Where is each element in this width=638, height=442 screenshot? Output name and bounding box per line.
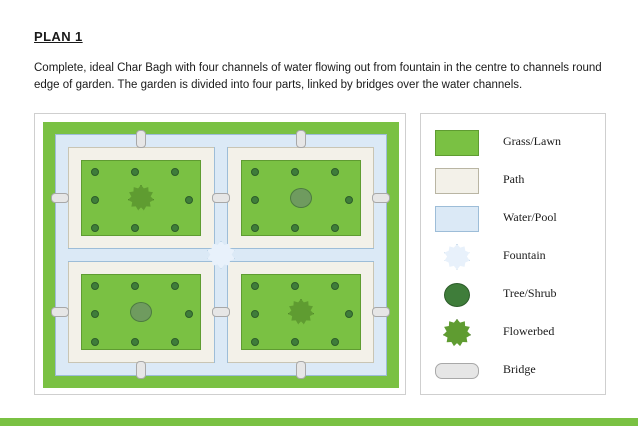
fountain-swatch-icon <box>444 244 470 270</box>
tree-icon <box>185 196 193 204</box>
footer-accent-bar <box>0 418 638 426</box>
bridge-icon <box>296 130 306 148</box>
legend-item-flowerbed <box>435 318 595 352</box>
legend-item-fountain <box>435 242 595 276</box>
tree-swatch-icon <box>444 283 470 307</box>
tree-icon <box>291 338 299 346</box>
shrub-icon <box>130 302 152 322</box>
tree-icon <box>251 338 259 346</box>
tree-icon <box>331 168 339 176</box>
tree-icon <box>291 168 299 176</box>
legend-label: Bridge <box>503 362 536 376</box>
tree-icon <box>91 224 99 232</box>
tree-icon <box>251 310 259 318</box>
tree-icon <box>131 224 139 232</box>
tree-icon <box>91 310 99 318</box>
tree-icon <box>331 338 339 346</box>
legend-label: Water/Pool <box>503 210 557 224</box>
water-swatch-icon <box>435 206 479 232</box>
tree-icon <box>171 168 179 176</box>
tree-icon <box>345 196 353 204</box>
legend-item-path <box>435 166 595 200</box>
tree-icon <box>131 338 139 346</box>
page-title: PLAN 1 <box>34 29 83 44</box>
tree-icon <box>91 282 99 290</box>
plan-description: Complete, ideal Char Bagh with four channels of water flowing out from fountain in the centre to channels round edge of garden. The garden is divided into four parts, linked by bridges over the water channels. <box>34 62 602 91</box>
tree-icon <box>91 168 99 176</box>
tree-icon <box>171 338 179 346</box>
tree-icon <box>91 196 99 204</box>
tree-icon <box>251 196 259 204</box>
bridge-icon <box>212 193 230 203</box>
grass-swatch-icon <box>435 130 479 156</box>
legend-label: Fountain <box>503 248 546 262</box>
bridge-icon <box>296 361 306 379</box>
flowerbed-swatch-icon <box>443 319 471 347</box>
legend-item-grass <box>435 128 595 162</box>
tree-icon <box>185 310 193 318</box>
bridge-icon <box>136 361 146 379</box>
legend-label: Flowerbed <box>503 324 555 338</box>
tree-icon <box>291 224 299 232</box>
tree-icon <box>251 282 259 290</box>
tree-icon <box>91 338 99 346</box>
shrub-icon <box>290 188 312 208</box>
tree-icon <box>171 224 179 232</box>
tree-icon <box>171 282 179 290</box>
bridge-icon <box>212 307 230 317</box>
bridge-icon <box>372 307 390 317</box>
legend-label: Tree/Shrub <box>503 286 557 300</box>
tree-icon <box>131 168 139 176</box>
bridge-icon <box>372 193 390 203</box>
bridge-icon <box>136 130 146 148</box>
bridge-icon <box>51 193 69 203</box>
bridge-swatch-icon <box>435 363 479 379</box>
tree-icon <box>345 310 353 318</box>
garden-plan-diagram <box>34 113 406 395</box>
tree-icon <box>131 282 139 290</box>
legend-label: Path <box>503 172 525 186</box>
tree-icon <box>291 282 299 290</box>
path-swatch-icon <box>435 168 479 194</box>
legend-item-water <box>435 204 595 238</box>
legend-label: Grass/Lawn <box>503 134 561 148</box>
tree-icon <box>251 168 259 176</box>
tree-icon <box>331 282 339 290</box>
legend-item-tree <box>435 280 595 314</box>
legend-panel <box>420 113 606 395</box>
tree-icon <box>331 224 339 232</box>
bridge-icon <box>51 307 69 317</box>
tree-icon <box>251 224 259 232</box>
legend-item-bridge <box>435 356 595 390</box>
